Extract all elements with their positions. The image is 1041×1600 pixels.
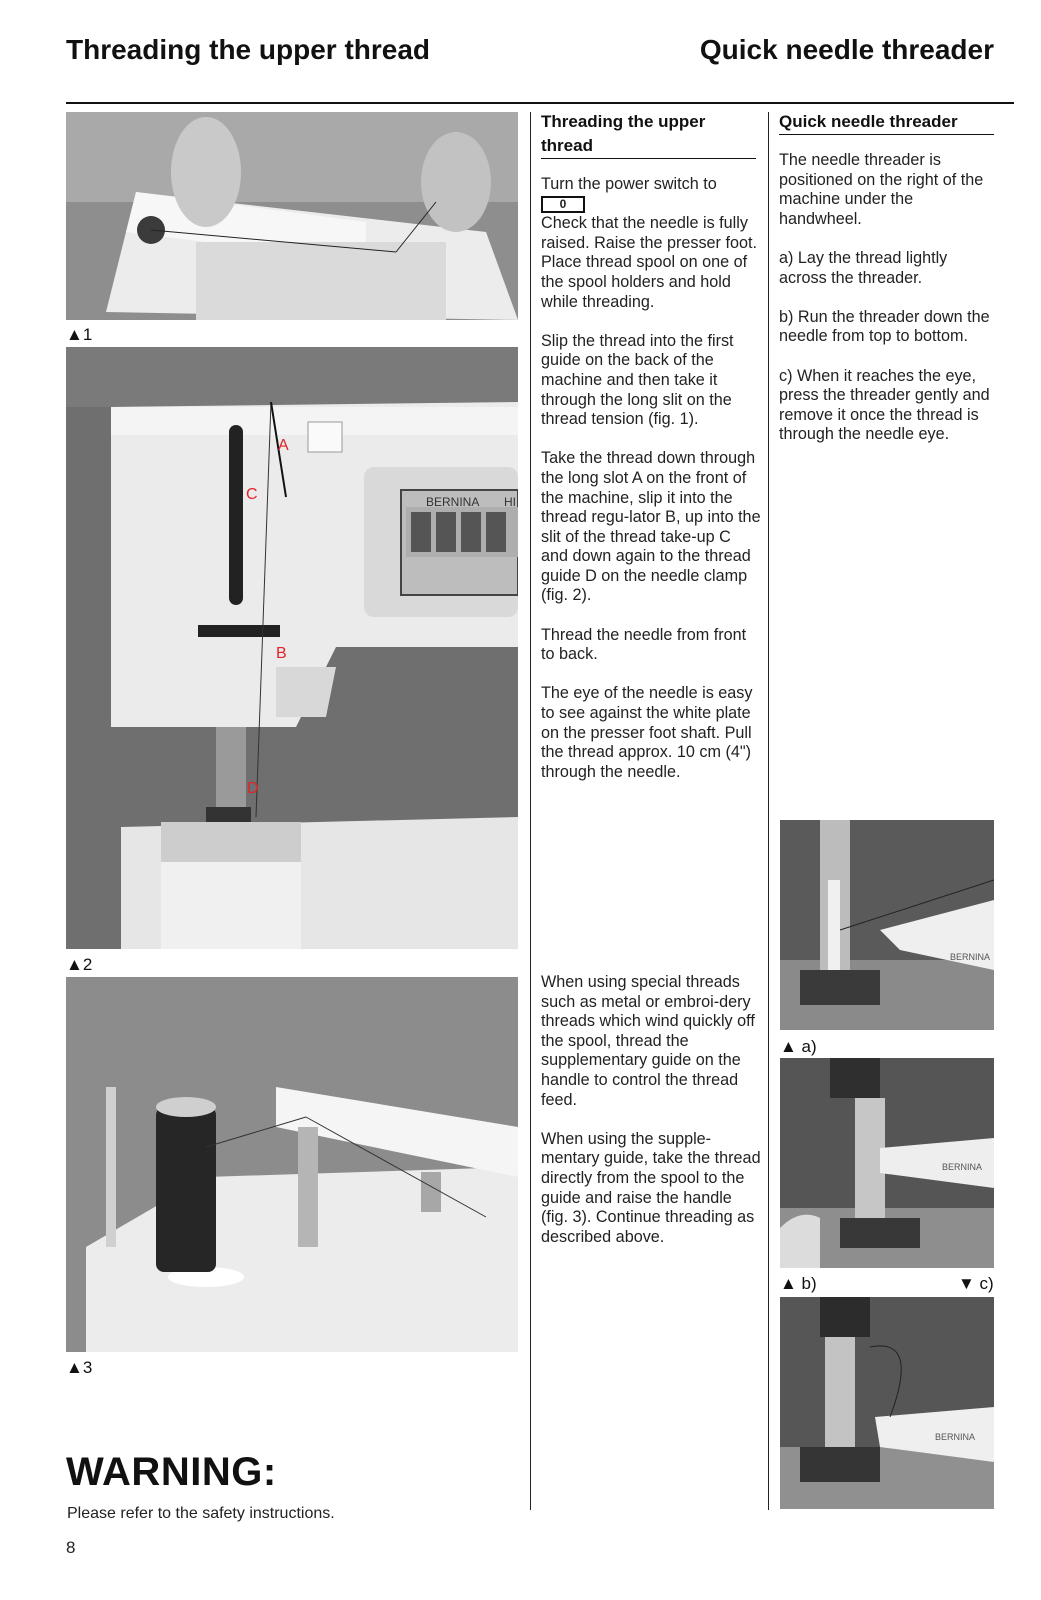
figure-b-photo bbox=[780, 1058, 994, 1268]
warning-text: Please refer to the safety instructions. bbox=[67, 1505, 335, 1522]
regulator-b-label: B bbox=[276, 645, 287, 662]
header-divider bbox=[66, 102, 1014, 104]
first-guide-paragraph: Slip the thread into the first guide on the back of the machine and then take it through the long slit on the thread tension (fig. 1). bbox=[541, 331, 734, 429]
figure-c-label: ▼ c) bbox=[958, 1274, 994, 1293]
page-title-right: Quick needle threader bbox=[699, 34, 994, 65]
thread-needle-paragraph: Thread the needle from front to back. bbox=[541, 625, 747, 664]
slot-a-label: A bbox=[278, 437, 289, 454]
special-threads-paragraph: When using special threads such as metal or embroi-dery threads which wind quickly off the spool, thread the supplementary guide on the handle to control the thread feed. bbox=[541, 973, 755, 1109]
take-up-c-label: C bbox=[246, 486, 258, 503]
figure-a-photo bbox=[780, 820, 994, 1030]
column-divider-left bbox=[530, 112, 531, 1510]
column-divider-right bbox=[768, 112, 769, 1510]
page-title-left: Threading the upper thread bbox=[66, 34, 431, 65]
figure-3-label: ▲3 bbox=[66, 1358, 93, 1377]
threader-brand-text-c: BERNINA bbox=[935, 1432, 976, 1442]
warning-title: WARNING: bbox=[66, 1450, 277, 1494]
right-column-text bbox=[779, 151, 994, 465]
figure-c-photo bbox=[780, 1297, 994, 1509]
needle-raise-instruction: Check that the needle is fully raised. Raise the presser foot. Place thread spool on one of the spool holders and hold while threading. bbox=[541, 214, 757, 311]
figure-1-photo bbox=[66, 112, 518, 320]
middle-column-text bbox=[541, 175, 761, 802]
display-suffix-text: HI bbox=[504, 495, 516, 509]
threader-brand-text-b: BERNINA bbox=[942, 1162, 983, 1172]
supplementary-guide-paragraph: When using the supple-mentary guide, take the thread directly from the spool to the guide and raise the handle (fig. 3). Continue threading as described above. bbox=[541, 1129, 761, 1246]
step-c-paragraph: c) When it reaches the eye, press the threader gently and remove it once the thread is through the needle eye. bbox=[779, 366, 990, 444]
right-column-title: Quick needle threader bbox=[779, 110, 994, 135]
middle-column-title: Threading the upper thread bbox=[541, 110, 756, 159]
threader-brand-text-a: BERNINA bbox=[950, 952, 991, 962]
step-a-paragraph: a) Lay the thread lightly across the threader. bbox=[779, 248, 948, 287]
figure-2-label: ▲2 bbox=[66, 955, 93, 974]
figure-2-photo bbox=[66, 347, 518, 949]
figure-a-label: ▲ a) bbox=[780, 1037, 817, 1056]
figure-3-photo bbox=[66, 977, 518, 1352]
figure-b-label: ▲ b) bbox=[780, 1274, 817, 1293]
step-b-paragraph: b) Run the threader down the needle from top to bottom. bbox=[779, 307, 990, 346]
needle-eye-paragraph: The eye of the needle is easy to see against the white plate on the presser foot shaft. Pull the thread approx. 10 cm (4") through the needle. bbox=[541, 684, 753, 781]
slot-routing-paragraph: Take the thread down through the long slot A on the front of the machine, slip it into the thread regu-lator B, up into the slit of the thread take-up C and down again to the thread guide D on the needle clamp (fig. 2). bbox=[541, 449, 761, 605]
power-switch-icon: 0 bbox=[541, 196, 585, 213]
middle-column-lower-text bbox=[541, 973, 761, 1267]
display-brand-text: BERNINA bbox=[426, 495, 480, 509]
power-switch-instruction: Turn the power switch to bbox=[541, 175, 717, 193]
guide-d-label: D bbox=[247, 780, 259, 797]
threader-position-paragraph: The needle threader is positioned on the right of the machine under the handwheel. bbox=[779, 151, 984, 228]
page-number: 8 bbox=[66, 1538, 76, 1557]
figure-1-label: ▲1 bbox=[66, 325, 93, 344]
